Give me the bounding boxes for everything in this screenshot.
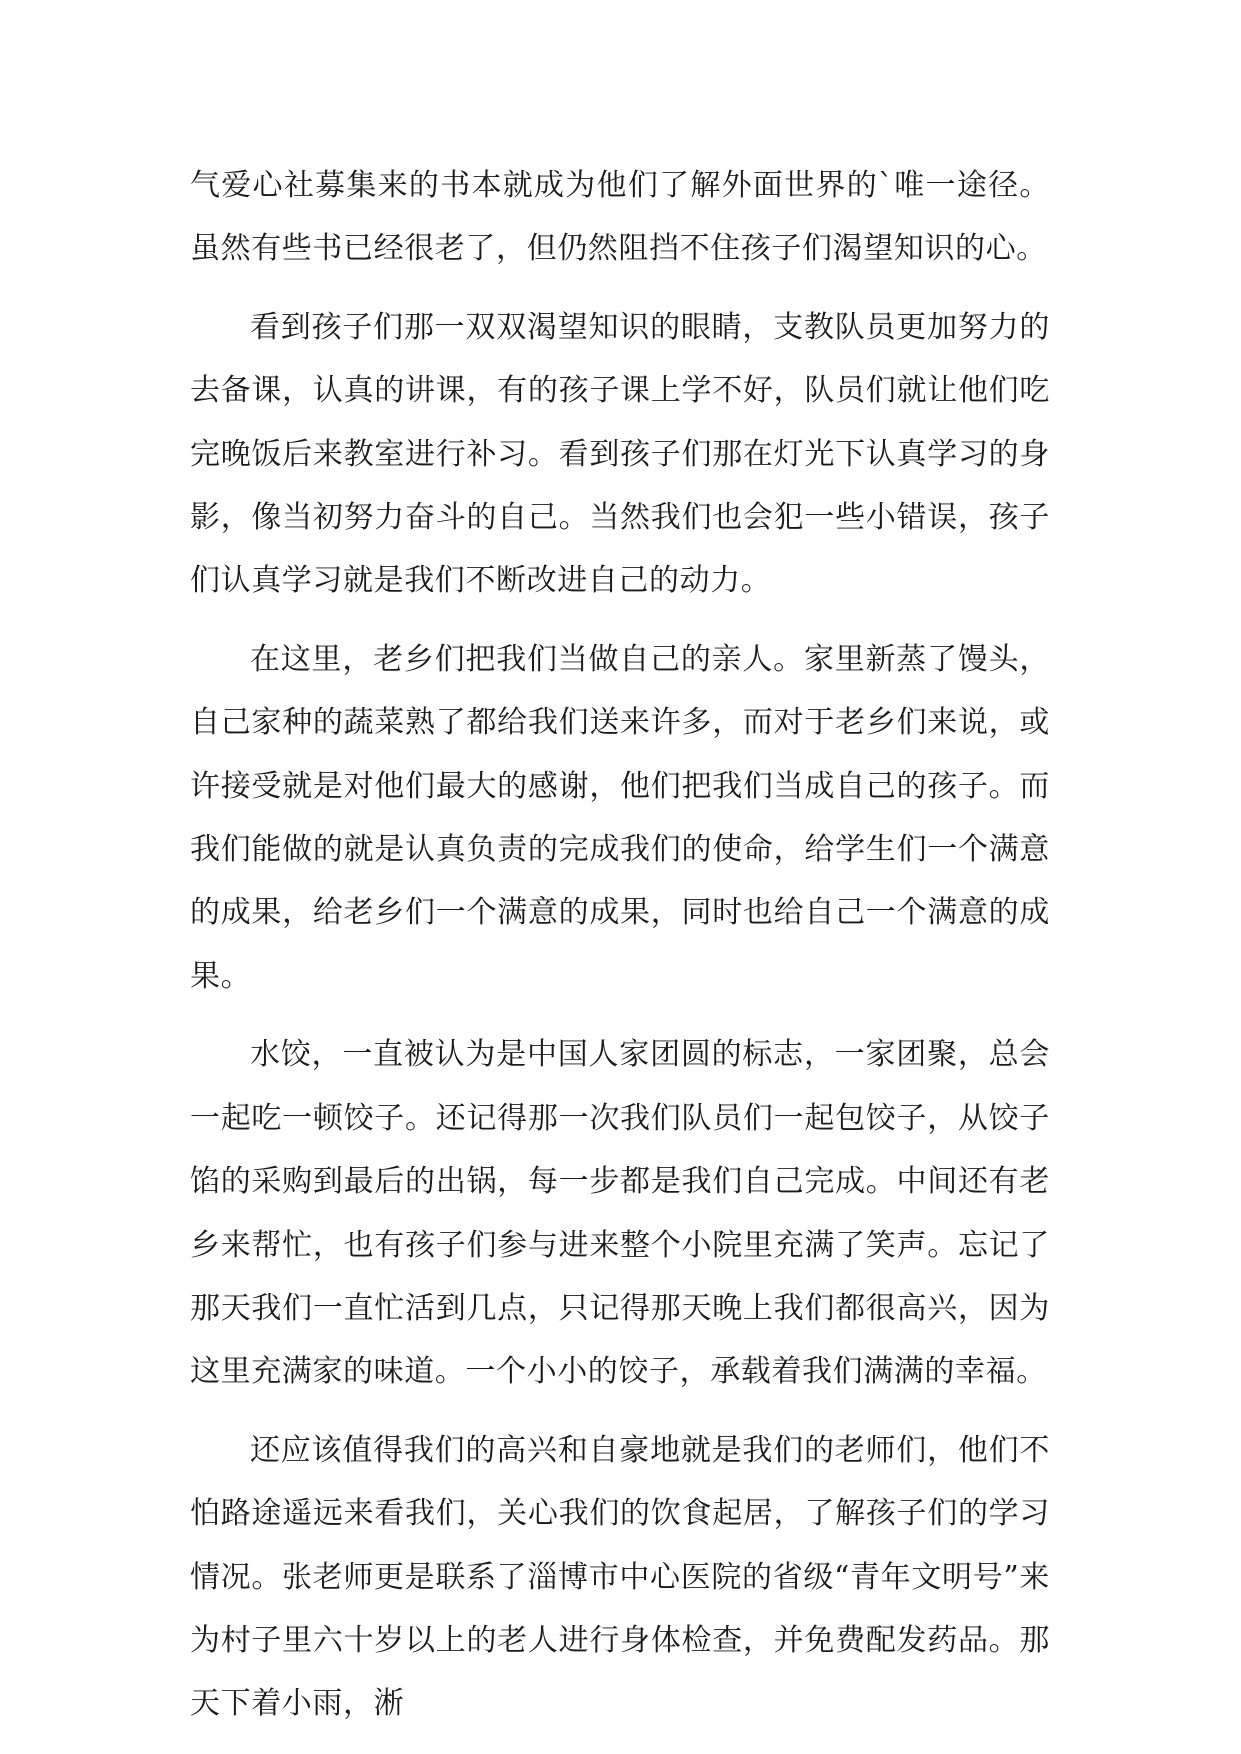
paragraph-1: 气爱心社募集来的书本就成为他们了解外面世界的`唯一途径。虽然有些书已经很老了，但仍然阻挡不住孩子们渴望知识的心。 <box>190 168 1050 267</box>
paragraph-4: 水饺，一直被认为是中国人家团圆的标志，一家团聚，总会一起吃一顿饺子。还记得那一次我们队员们一起包饺子，从饺子馅的采购到最后的出锅，每一步都是我们自己完成。中间还有老乡来帮忙，也有孩子们参与进来整个小院里充满了笑声。忘记了那天我们一直忙活到几点，只记得那天晚上我们都很高兴，因为这里充满家的味道。一个小小的饺子，承载着我们满满的幸福。 <box>190 1037 1050 1390</box>
paragraph-3: 在这里，老乡们把我们当做自己的亲人。家里新蒸了馒头，自己家种的蔬菜熟了都给我们送来许多，而对于老乡们来说，或许接受就是对他们最大的感谢，他们把我们当成自己的孩子。而我们能做的就是认真负责的完成我们的使命，给学生们一个满意的成果，给老乡们一个满意的成果，同时也给自己一个满意的成果。 <box>190 641 1050 994</box>
document-body <box>190 154 1050 1751</box>
paragraph-5: 还应该值得我们的高兴和自豪地就是我们的老师们，他们不怕路途遥远来看我们，关心我们的饮食起居，了解孩子们的学习情况。张老师更是联系了淄博市中心医院的省级“青年文明号”来为村子里六十岁以上的老人进行身体检查，并免费配发药品。那天下着小雨，淅 <box>190 1432 1050 1722</box>
paragraph-2: 看到孩子们那一双双渴望知识的眼睛，支教队员更加努力的去备课，认真的讲课，有的孩子课上学不好，队员们就让他们吃完晚饭后来教室进行补习。看到孩子们那在灯光下认真学习的身影，像当初努力奋斗的自己。当然我们也会犯一些小错误，孩子们认真学习就是我们不断改进自己的动力。 <box>190 309 1050 599</box>
